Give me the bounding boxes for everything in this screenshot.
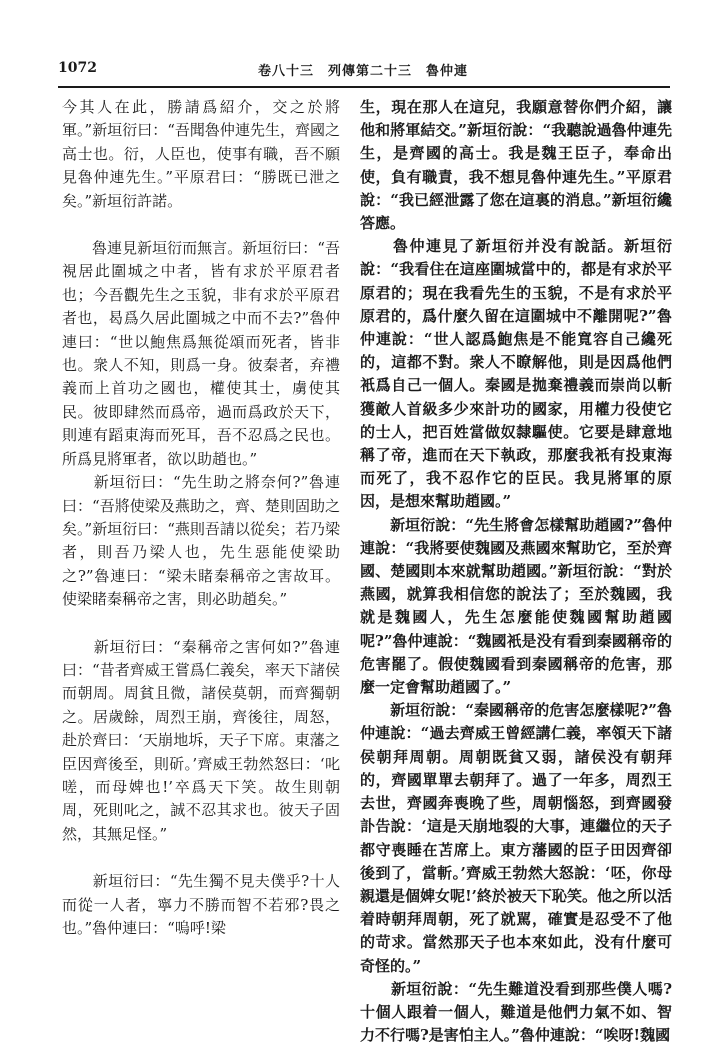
translation-paragraph: 新垣衍說：“先生將會怎樣幫助趙國?”魯仲連說：“我將要使魏國及燕國來幫助它，至於齊國、楚國則本來就幫助趙國。”新垣衍說：“對於燕國，就算我相信您的說法了；至於魏國，我就是魏國人，先生怎麼能使魏國幫助趙國呢?”魯仲連說：“魏國衹是没有看到秦國稱帝的危害罷了。假使魏國看到秦國稱帝的危害，那麼一定會幫助趙國了。” — [360, 515, 672, 697]
classical-paragraph: 新垣衍曰：“秦稱帝之害何如?”魯連曰：“昔者齊威王嘗爲仁義矣，率天下諸侯而朝周。周貧且微，諸侯莫朝，而齊獨朝之。居歲餘，周烈王崩，齊後往，周怒，赴於齊曰：‘天崩地坼，天子下席。東藩之臣因齊後至，則斫。’齊威王勃然怒曰：‘叱嗟，而母婢也!’卒爲天下笑。故生則朝周，死則叱之，誠不忍其求也。彼天子固然，其無足怪。” — [62, 637, 340, 843]
translation-column — [360, 96, 672, 1047]
translation-paragraph: 魯仲連見了新垣衍并没有說話。新垣衍說：“我看住在這座圍城當中的，都是有求於平原君的；現在我看先生的玉貌，不是有求於平原君的，爲什麼久留在這圍城中不離開呢?”魯仲連說：“世人認爲鮑焦是不能寬容自己纔死的，這都不對。衆人不瞭解他，則是因爲他們衹爲自己一個人。秦國是拋棄禮義而崇尚以斬獲敵人首級多少來計功的國家，用權力役使它的士人，把百姓當做奴隸驅使。它要是肆意地稱了帝，進而在天下執政，那麼我衹有投東海而死了，我不忍作它的臣民。我見將軍的原因，是想來幫助趙國。” — [360, 237, 672, 511]
classical-paragraph: 今其人在此，勝請爲紹介，交之於將軍。”新垣衍曰：“吾聞魯仲連先生，齊國之高士也。衍，人臣也，使事有職，吾不願見魯仲連先生。”平原君曰：“勝既已泄之矣。”新垣衍許諾。 — [62, 98, 340, 210]
classical-paragraph: 新垣衍曰：“先生助之將奈何?”魯連曰：“吾將使梁及燕助之，齊、楚則固助之矣。”新垣衍曰：“燕則吾請以從矣；若乃梁者，則吾乃梁人也，先生惡能使梁助之?”魯連曰：“梁未睹秦稱帝之害故耳。使梁睹秦稱帝之害，則必助趙矣。” — [62, 473, 340, 609]
page-number: 1072 — [58, 60, 97, 76]
translation-paragraph: 生，現在那人在這兒，我願意替你們介紹，讓他和將軍結交。”新垣衍說：“我聽說過魯仲連先生，是齊國的高士。我是魏王臣子，奉命出使，負有職責，我不想見魯仲連先生。”平原君說：“我已經泄露了您在這裏的消息。”新垣衍纔答應。 — [360, 98, 672, 233]
classical-paragraph: 魯連見新垣衍而無言。新垣衍曰：“吾視居此圍城之中者，皆有求於平原君者也；今吾觀先生之玉貌，非有求於平原君者也，曷爲久居此圍城之中而不去?”魯仲連曰：“世以鮑焦爲無從頌而死者，皆非也。衆人不知，則爲一身。彼秦者，弃禮義而上首功之國也，權使其士，虜使其民。彼即肆然而爲帝，過而爲政於天下，則連有蹈東海而死耳，吾不忍爲之民也。所爲見將軍者，欲以助趙也。” — [62, 239, 340, 468]
page-header — [58, 60, 670, 84]
classical-text-column — [62, 96, 340, 940]
translation-paragraph: 新垣衍說：“先生難道没看到那些僕人嗎?十個人跟着一個人，難道是他們力氣不如、智力不行嗎?是害怕主人。”魯仲連說：“唉呀!魏國 — [360, 979, 672, 1045]
classical-paragraph: 新垣衍曰：“先生獨不見夫僕乎?十人而從一人者，寧力不勝而智不若邪?畏之也。”魯仲連曰：“嗚呼!梁 — [62, 872, 340, 937]
header-rule — [58, 86, 670, 88]
running-head: 卷八十三 列傳第二十三 魯仲連 — [258, 64, 469, 79]
translation-paragraph: 新垣衍說：“秦國稱帝的危害怎麼樣呢?”魯仲連說：“過去齊威王曾經講仁義，率領天下諸侯朝拜周朝。周朝既貧又弱，諸侯没有朝拜的，齊國單單去朝拜了。過了一年多，周烈王去世，齊國奔喪晚了些，周朝惱怒，到齊國發訃告說：‘這是天崩地裂的大事，連繼位的天子都守喪睡在苫席上。東方藩國的臣子田因齊卻後到了，當斬。’齊威王勃然大怒說：‘呸，你母親還是個婢女呢!’終於被天下恥笑。他之所以活着時朝拜周朝，死了就駡，確實是忍受不了他的苛求。當然那天子也本來如此，没有什麼可奇怪的。” — [360, 701, 672, 975]
